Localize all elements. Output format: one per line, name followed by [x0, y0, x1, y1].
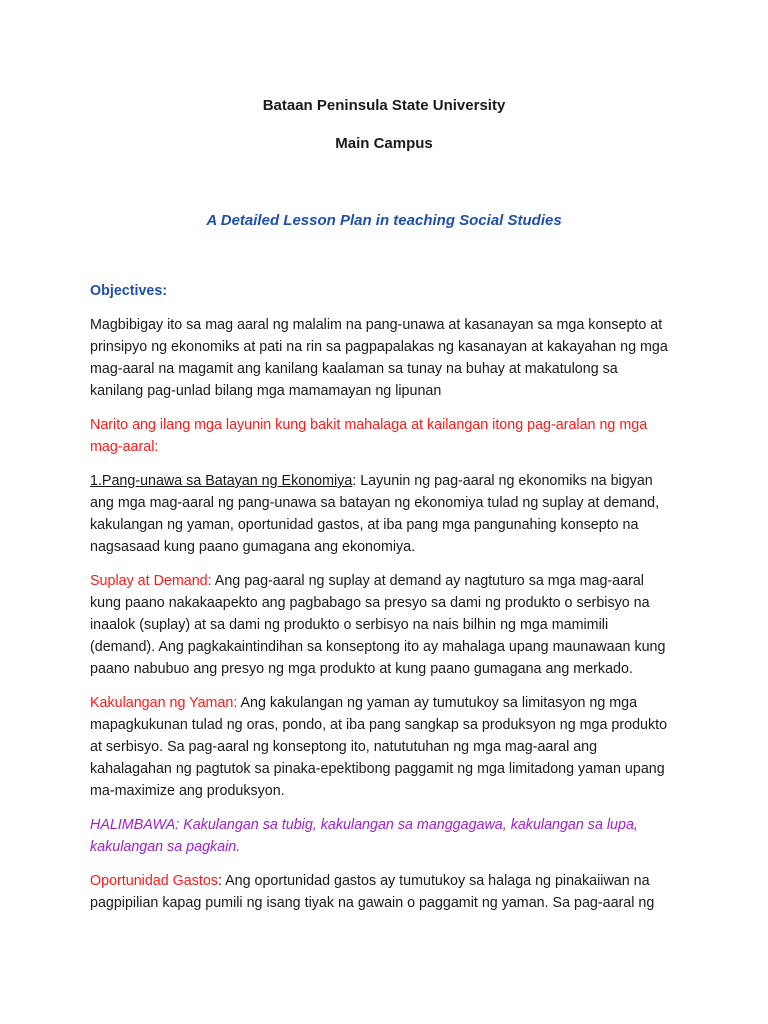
section-term: Suplay at Demand: [90, 573, 212, 589]
section-separator: : [352, 473, 361, 489]
section-kakulangan [90, 692, 673, 802]
section-text: Ang pag-aaral ng suplay at demand ay nagtuturo sa mga mag-aaral kung paano nakakaapekto ang pagbabago sa presyo sa dami ng produkto o serbisyo na inaalok (suplay) at sa dami ng produkto o serbisyo na nais bilhin ng mga mamimili (demand). Ang pagkakaintindihan sa konseptong ito ay mahalaga upang maunawaan kung paano nabubuo ang presyo ng mga produkto at kung paano gumagana ang merkado. [90, 573, 666, 677]
section-separator: : [217, 873, 226, 889]
section-batayan [90, 470, 673, 558]
section-term: 1.Pang-unawa sa Batayan ng Ekonomiya [90, 473, 353, 489]
section-term: Oportunidad Gastos [90, 873, 218, 889]
objectives-heading: Objectives: [90, 283, 168, 299]
section-text: Ang kakulangan ng yaman ay tumutukoy sa limitasyon ng mga mapagkukunan tulad ng oras, pondo, at iba pang sangkap sa produksyon ng mga produkto at serbisyo. Sa pag-aaral ng konseptong ito, natututuhan ng mga mag-aaral ang kahalagahan ng pagtutok sa pinaka-epektibong paggamit ng mga limitadong yaman upang ma-maximize ang produksyon. [90, 695, 668, 799]
university-name: Bataan Peninsula State University [262, 97, 506, 114]
section-text: Ang oportunidad gastos ay tumutukoy sa halaga ng pinakaiiwan na pagpipilian kapag pumili ng isang tiyak na gawain o paggamit ng yaman. Sa pag-aaral ng [90, 873, 655, 911]
section-text: Layunin ng pag-aaral ng ekonomiks na bigyan ang mga mag-aaral ng pang-unawa sa batayan ng ekonomiya tulad ng suplay at demand, kakulangan ng yaman, oportunidad gastos, at iba pang mga pangunahing konsepto na nagsasaad kung paano gumagana ang ekonomiya. [90, 473, 660, 555]
section-oportunidad [90, 870, 673, 914]
objectives-intro: Magbibigay ito sa mag aaral ng malalim na pang-unawa at kasanayan sa mga konsepto at prinsipyo ng ekonomiks at pati na rin sa pagpapalakas ng kasanayan at kakayahan ng mga mag-aaral na magamit ang kanilang kaalaman sa tunay na buhay at makatulong sa kanilang pag-unlad bilang mga mamamayan ng lipunan [90, 317, 668, 399]
reasons-lead: Narito ang ilang mga layunin kung bakit mahalaga at kailangan itong pag-aralan ng mga mag-aaral: [90, 417, 648, 455]
campus-name: Main Campus [335, 135, 433, 152]
section-suplay-demand [90, 570, 673, 680]
section-term: Kakulangan ng Yaman: [90, 695, 238, 711]
document-body [90, 280, 673, 926]
lesson-plan-title: A Detailed Lesson Plan in teaching Social Studies [206, 212, 562, 229]
example-halimbawa: HALIMBAWA: Kakulangan sa tubig, kakulangan sa manggagawa, kakulangan sa lupa, kakulangan sa pagkain. [90, 817, 638, 855]
